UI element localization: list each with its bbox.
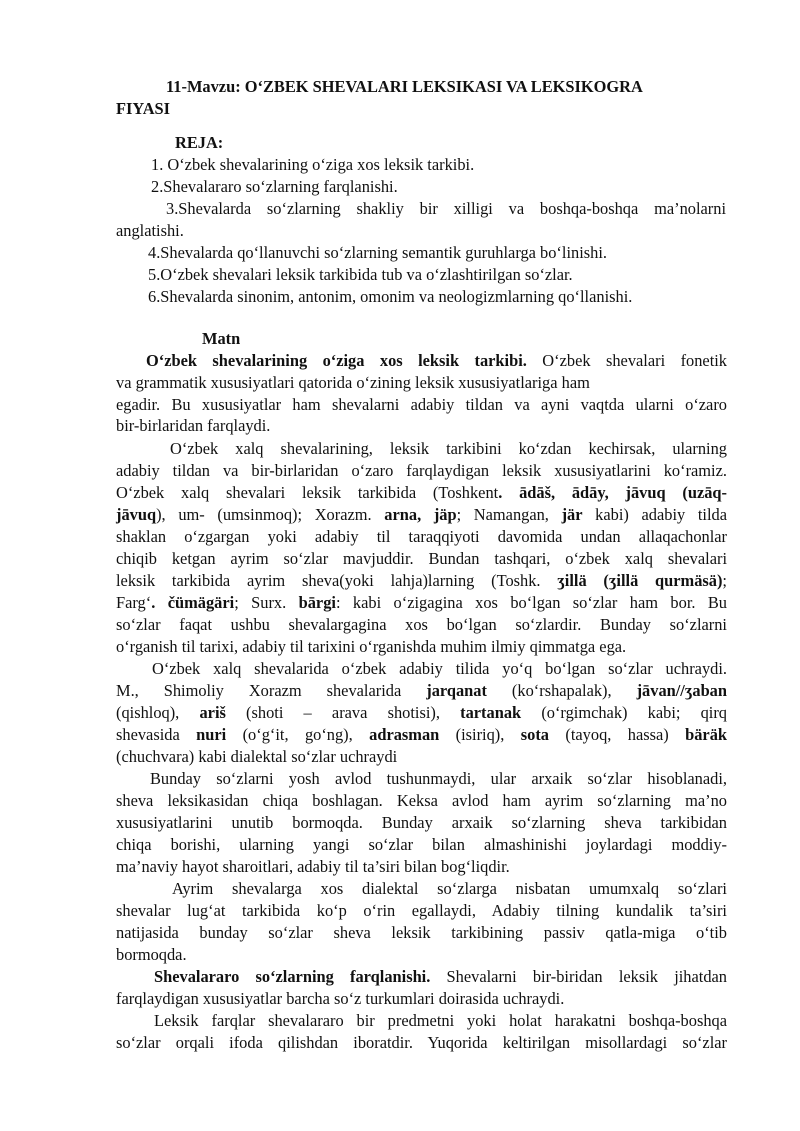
text-span: (o‘g‘it, go‘ng), <box>226 725 370 744</box>
dialect-word: jāvuq <box>116 505 157 524</box>
paragraph-5-line: shevalar lug‘at tarkibida ko‘p o‘rin egallaydi, Adabiy tilning kundalik ta’siri <box>116 901 727 920</box>
plan-item-1: 1. O‘zbek shevalarining o‘ziga xos leksik tarkibi. <box>151 155 475 174</box>
text-span: Farg‘ <box>116 593 152 612</box>
paragraph-2-line <box>116 592 727 613</box>
paragraph-5-line: Ayrim shevalarga xos dialektal so‘zlarga nisbatan umumxalq so‘zlari <box>172 879 727 898</box>
dialect-word: tartanak <box>460 703 522 722</box>
plan-heading: REJA: <box>175 133 224 152</box>
text-span: (tayoq, hassa) <box>549 725 686 744</box>
dialect-word: jāvan//ʒaban <box>636 681 727 700</box>
text-span: ), um- (umsinmoq); Xorazm. <box>156 505 385 524</box>
dialect-word: adrasman <box>369 725 440 744</box>
paragraph-6-line <box>154 966 727 987</box>
text-span: shevasida <box>116 725 197 744</box>
plan-item-2: 2.Shevalararo so‘zlarning farqlanishi. <box>151 177 398 196</box>
paragraph-4-line: sheva leksikasidan chiqa boshlagan. Keksa avlod ham ayrim so‘zlarning ma’no <box>116 791 727 810</box>
paragraph-3-line <box>116 680 727 701</box>
section-heading-inline: O‘zbek shevalarining o‘ziga xos leksik tarkibi. <box>146 351 527 370</box>
plan-item-3: 3.Shevalarda so‘zlarning shakliy bir xilligi va boshqa-boshqa ma’nolarni <box>166 199 726 218</box>
text-span: leksik tarkibida ayrim sheva(yoki lahja)larning (Toshk. <box>116 571 558 590</box>
paragraph-1-line <box>146 350 727 371</box>
paragraph-1-line: bir-birlaridan farqlaydi. <box>116 416 271 435</box>
paragraph-4-line: ma’naviy hayot sharoitlari, adabiy til ta’siri bilan bog‘liqdir. <box>116 857 510 876</box>
paragraph-4-line: Bunday so‘zlarni yosh avlod tushunmaydi, ular arxaik so‘zlar hisoblanadi, <box>150 769 727 788</box>
plan-item-4: 4.Shevalarda qo‘llanuvchi so‘zlarning semantik guruhlarga bo‘linishi. <box>148 243 607 262</box>
paragraph-2-line: adabiy tildan va bir-birlaridan o‘zaro farqlaydigan leksik xususiyatlarini ko‘ramiz. <box>116 461 727 480</box>
document-title: 11-Mavzu: O‘ZBEK SHEVALARI LEKSIKASI VA LEKSIKOGRA <box>166 77 643 96</box>
plan-item-5: 5.O‘zbek shevalari leksik tarkibida tub va o‘zlashtirilgan so‘zlar. <box>148 265 573 284</box>
paragraph-2-line <box>116 504 727 525</box>
paragraph-2-line <box>116 570 727 591</box>
plan-item-6: 6.Shevalarda sinonim, antonim, omonim va neologizmlarning qo‘llanishi. <box>148 287 633 306</box>
text-heading: Matn <box>202 329 241 348</box>
paragraph-2-line <box>116 482 727 503</box>
plan-item-3-continued: anglatishi. <box>116 221 184 240</box>
paragraph-1-line: egadir. Bu xususiyatlar ham shevalarni adabiy tildan va ayni vaqtda ularni o‘zaro <box>116 395 727 414</box>
dialect-word: nuri <box>196 725 227 744</box>
paragraph-3-line: O‘zbek xalq shevalarida o‘zbek adabiy tilida yo‘q bo‘lgan so‘zlar uchraydi. <box>152 659 727 678</box>
paragraph-4-line: chiqa borishi, ularning yangi so‘zlar bilan almashinishi joylardagi moddiy- <box>116 835 727 854</box>
paragraph-2-line: so‘zlar faqat ushbu shevalargagina xos bo‘lgan so‘zlardir. Bunday so‘zlarni <box>116 615 727 634</box>
paragraph-7-line: so‘zlar orqali ifoda qilishdan iboratdir. Yuqorida keltirilgan misollardagi so‘zlar <box>116 1033 727 1052</box>
dialect-word: arna, jäp <box>384 505 457 524</box>
text-span: (o‘rgimchak) kabi; qirq <box>521 703 728 722</box>
paragraph-1-line: va grammatik xususiyatlari qatorida o‘zining leksik xususiyatlariga ham <box>116 373 590 392</box>
text-span: O‘zbek xalq shevalari leksik tarkibida (Toshkent <box>116 483 499 502</box>
paragraph-3-line: (chuchvara) kabi dialektal so‘zlar uchraydi <box>116 747 398 766</box>
text-span: (isiriq), <box>439 725 521 744</box>
text-span: ; Surx. <box>234 593 299 612</box>
paragraph-3-line <box>116 724 727 745</box>
paragraph-5-line: natijasida bunday so‘zlar sheva leksik tarkibining passiv qatla-miga o‘tib <box>116 923 727 942</box>
dialect-word: bārgi <box>298 593 336 612</box>
dialect-word: ʒillä (ʒillä qurmäsä) <box>557 571 723 590</box>
paragraph-2-line: o‘rganish til tarixi, adabiy til tarixini o‘rganishda muhim ilmiy qimmatga ega. <box>116 637 627 656</box>
text-span: O‘zbek shevalari fonetik <box>526 351 727 370</box>
paragraph-4-line: xususiyatlarini unutib bormoqda. Bunday arxaik so‘zlarning sheva tarkibidan <box>116 813 727 832</box>
text-span: (shoti – arava shotisi), <box>225 703 461 722</box>
text-span: Shevalarni bir-biridan leksik jihatdan <box>430 967 727 986</box>
paragraph-3-line <box>116 702 727 723</box>
dialect-word: ariš <box>199 703 226 722</box>
dialect-word: jär <box>561 505 583 524</box>
section-heading-inline: Shevalararo so‘zlarning farqlanishi. <box>154 967 431 986</box>
paragraph-5-line: bormoqda. <box>116 945 187 964</box>
text-span: (qishloq), <box>116 703 200 722</box>
text-span: (ko‘rshapalak), <box>486 681 637 700</box>
text-span: M., Shimoliy Xorazm shevalarida <box>116 681 427 700</box>
dialect-word: . ādāš, ādāy, jāvuq (uzāq- <box>498 483 727 502</box>
text-span: : kabi o‘zigagina xos bo‘lgan so‘zlar ham bor. Bu <box>335 593 728 612</box>
dialect-word: jarqanat <box>426 681 487 700</box>
paragraph-2-line: shaklan o‘zgargan yoki adabiy til taraqqiyoti davomida undan allaqachonlar <box>116 527 727 546</box>
text-span: ; Namangan, <box>456 505 562 524</box>
paragraph-7-line: Leksik farqlar shevalararo bir predmetni yoki holat harakatni boshqa-boshqa <box>154 1011 727 1030</box>
dialect-word: bäräk <box>685 725 728 744</box>
text-span: ; <box>722 571 727 590</box>
paragraph-2-line: chiqib ketgan ayrim so‘zlar mavjuddir. Bundan tashqari, o‘zbek xalq shevalari <box>116 549 727 568</box>
dialect-word: sota <box>520 725 549 744</box>
dialect-word: . čümägäri <box>151 593 235 612</box>
paragraph-2-line: O‘zbek xalq shevalarining, leksik tarkibini ko‘zdan kechirsak, ularning <box>170 439 727 458</box>
paragraph-6-line: farqlaydigan xususiyatlar barcha so‘z turkumlari doirasida uchraydi. <box>116 989 565 1008</box>
text-span: kabi) adabiy tilda <box>582 505 728 524</box>
document-title-continued: FIYASI <box>116 99 171 118</box>
